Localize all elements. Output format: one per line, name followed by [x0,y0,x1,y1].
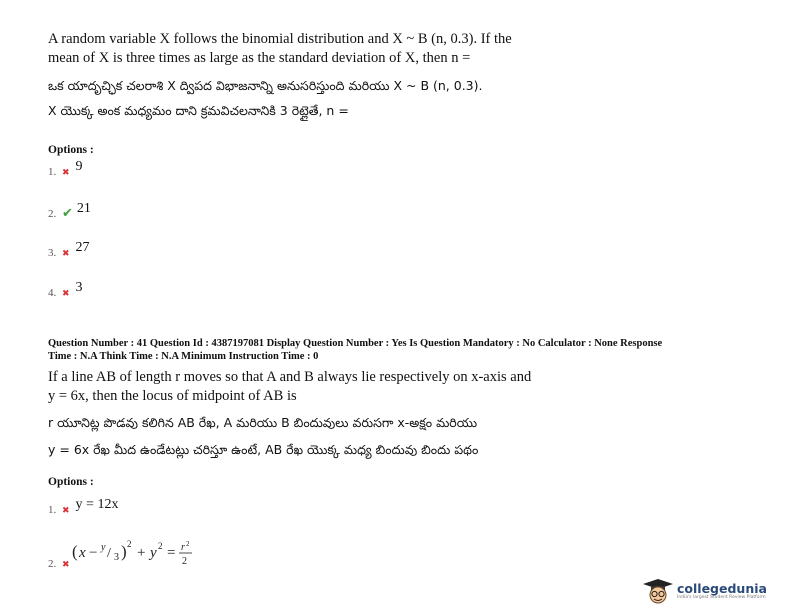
q41-english-line-2: y = 6x, then the locus of midpoint of AB is [48,388,297,404]
svg-text:=: = [167,545,176,561]
svg-text:3: 3 [114,552,119,563]
svg-text:x: x [79,545,86,561]
q41-meta [48,337,768,363]
q41-telugu-line-1: r యూనిట్ల పొడవు కలిగిన AB రేఖ, A మరియు B బిందువులు వరుసగా x-అక్షం మరియు [48,415,478,430]
q40-english-line-1: A random variable X follows the binomial distribution and X ~ B (n, 0.3). If the [48,31,512,47]
q41-options-label: Options : [48,476,94,488]
q40-option-3[interactable] [48,240,90,261]
q40-telugu-line-2: X యొక్క అంక మధ్యమం దాని క్రమవిచలనానికి 3 రెట్లైతే, n = [48,103,349,118]
graduate-mascot-icon [642,578,674,604]
svg-text:2: 2 [158,541,163,551]
svg-text:y: y [150,545,157,561]
q40-telugu-line-1: ఒక యాదృచ్ఛిక చలరాశి X ద్విపద విభాజనాన్ని అనుసరిస్తుంది మరియు X ~ B (n, 0.3). [48,78,483,93]
svg-text:y: y [101,542,106,553]
q41-meta-line-1: Question Number : 41 Question Id : 4387197081 Display Question Number : Yes Is Question Mandatory : No Calculator : None Response [48,338,663,349]
logo-name: collegedunia [677,580,767,596]
logo-tagline: India's largest Student Review Platform [677,594,766,600]
option-number: 1. [48,166,57,178]
option-number: 2. [48,208,57,220]
q41-telugu-line-2: y = 6x రేఖ మీద ఉండేటట్లు చరిస్తూ ఉంటే, AB రేఖ యొక్క మధ్య బిందువు బిందు పథం [48,442,479,457]
wrong-mark-icon: ✖ [62,289,70,299]
svg-text:/: / [107,546,111,561]
svg-text:2: 2 [127,539,132,549]
svg-text:+: + [137,545,146,561]
option-number: 1. [48,504,57,516]
option-value: 27 [75,240,90,255]
option-value: 9 [75,159,83,174]
option-value: y = 12x [75,497,119,512]
q40-options-label: Options : [48,144,94,156]
svg-text:(: ( [72,542,78,561]
wrong-mark-icon: ✖ [62,249,70,259]
q40-option-4[interactable] [48,280,83,301]
svg-text:−: − [89,545,98,561]
option-number: 4. [48,287,57,299]
svg-text:r: r [181,542,185,553]
q41-meta-line-2: Time : N.A Think Time : N.A Minimum Instruction Time : 0 [48,351,319,362]
wrong-mark-icon: ✖ [62,506,70,516]
option-number: 2. [48,558,57,570]
correct-mark-icon: ✔ [62,206,73,221]
q41-telugu-text [48,413,478,459]
option-value: 21 [76,201,91,216]
q40-english-line-2: mean of X is three times as large as the standard deviation of X, then n = [48,50,471,66]
wrong-mark-icon: ✖ [62,168,70,178]
q40-telugu-text [48,76,482,120]
option-number: 3. [48,247,57,259]
q41-option-2-formula [70,533,220,569]
option-value: 3 [75,280,83,295]
q41-option-1[interactable] [48,497,119,518]
collegedunia-logo [642,578,767,604]
svg-text:2: 2 [186,540,190,548]
q40-option-1[interactable] [48,159,83,180]
q40-english-text [48,30,512,68]
q41-english-text [48,368,531,406]
svg-text:): ) [121,542,127,561]
q40-option-2[interactable] [48,201,91,222]
wrong-mark-icon: ✖ [62,560,70,570]
q41-english-line-1: If a line AB of length r moves so that A and B always lie respectively on x-axis and [48,369,532,385]
svg-text:2: 2 [182,556,187,567]
